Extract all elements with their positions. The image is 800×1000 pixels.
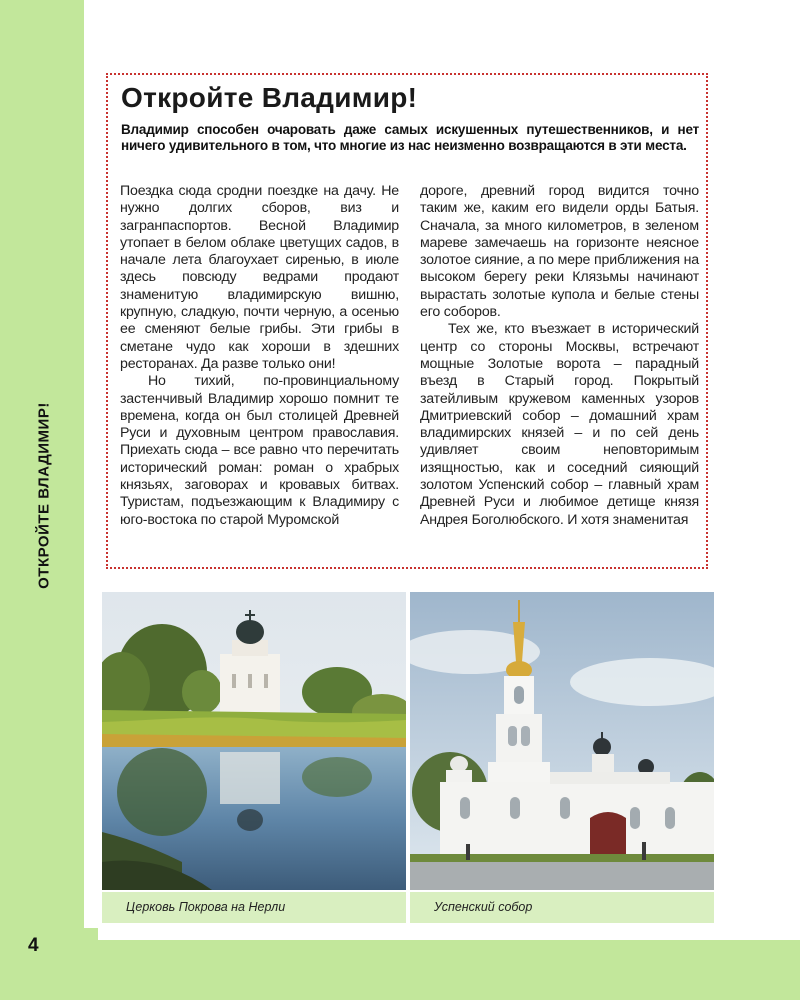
paragraph: дороге, древний город видится точно таким же, каким его видели орды Батыя. Сначала, за много километров, в зеленом мареве замечаешь на горизонте неясное золотое сияние, а по мере приближения на высоком берегу реки Клязьмы начинают вырастать золотые купола и белые стены его соборов. [420,183,699,321]
paragraph: Поездка сюда сродни поездке на дачу. Не нужно долгих сборов, виз и загранпаспортов. Весной Владимир утопает в белом облаке цветущих садов, в начале лета благоухает сиренью, в июле здесь повсюду ведрами продают знаменитую владимирскую вишню, крупную, сладкую, почти черную, а осенью ее сменяют белые грибы. Эти грибы в сметане чудо как хороши в здешних ресторанах. Да разве только они! [120,183,399,372]
photo-caption: Успенский собор [434,900,533,914]
bottom-band [98,940,800,1000]
article-title: Откройте Владимир! [121,82,418,113]
side-section-label-text: ОТКРОЙТЕ ВЛАДИМИР! [35,402,53,589]
side-section-label [4,0,84,940]
photo-church-nerl [102,592,406,890]
article-column-right [420,183,699,529]
photo-caption-bar-right [410,892,714,923]
photo-assumption-cathedral [410,592,714,890]
article-column-left [120,183,399,529]
paragraph: Но тихий, по-провинциальному застенчивый Владимир хорошо помнит те времена, когда он был столицей Древней Руси и духовным центром православия. Приехать сюда – все равно что перечитать исторический роман: роман о храбрых князьях, заговорах и кровавых битвах. Туристам, подъезжающим к Владимиру с юго-востока по старой Муромской [120,373,399,528]
article-lead: Владимир способен очаровать даже самых искушенных путешественников, и нет ничего удивительного в том, что многие из нас неизменно возвращаются в эти места. [121,122,699,153]
paragraph: Тех же, кто въезжает в исторический центр со стороны Москвы, встречают мощные Золотые ворота – парадный въезд в Старый город. Покрытый затейливым кружевом каменных узоров Дмитриевский собор – домашний храм владимирских князей – и по сей день удивляет своим неповторимым изящностью, как и соседний сияющий золотом Успенский собор – главный храм Древней Руси и любимое детище князя Андрея Боголюбского. И хотя знаменитая [420,321,699,528]
page-number-box [0,928,98,1000]
page-number: 4 [28,935,39,956]
photo-caption: Церковь Покрова на Нерли [126,900,286,914]
photo-caption-bar-left [102,892,406,923]
